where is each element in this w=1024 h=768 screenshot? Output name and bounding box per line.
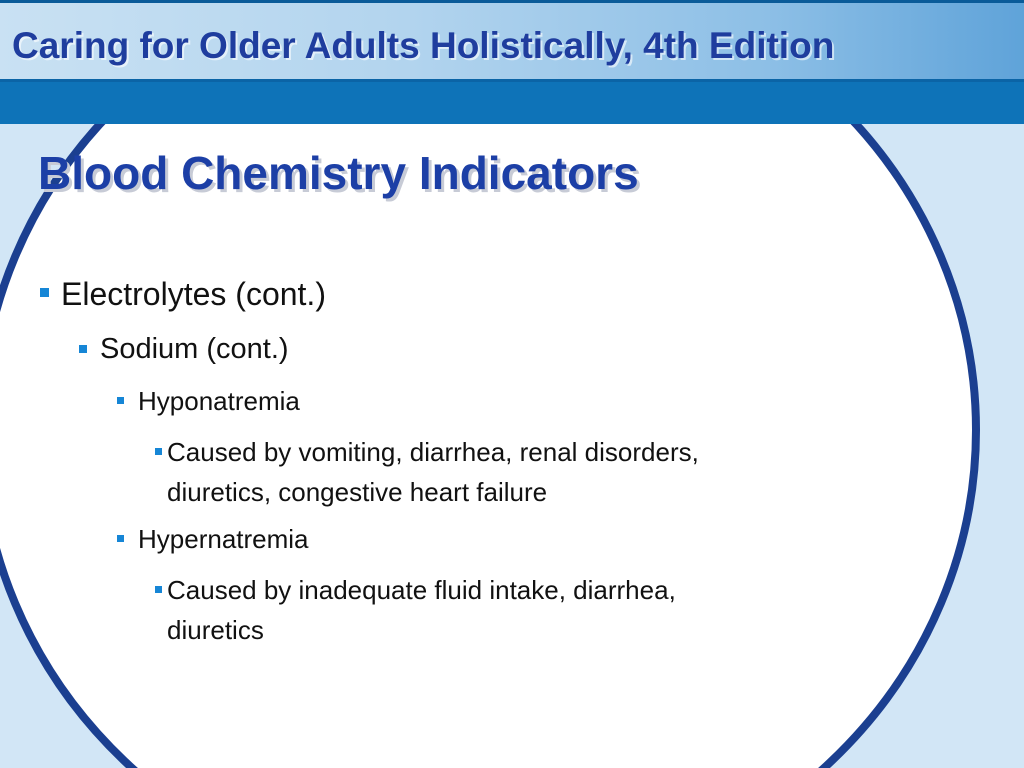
square-bullet-icon (155, 586, 162, 593)
bullet-text: Hypernatremia (138, 524, 309, 554)
square-bullet-icon (117, 397, 124, 404)
bullet-hypernatremia-cause (155, 570, 895, 650)
square-bullet-icon (155, 448, 162, 455)
bullet-hyponatremia-cause (155, 432, 895, 512)
cause-line: diuretics, congestive heart failure (167, 477, 548, 507)
book-title: Caring for Older Adults Holistically, 4th Edition (12, 25, 835, 66)
bullet-hyponatremia (117, 386, 300, 417)
bullet-text: Hyponatremia (138, 386, 300, 416)
bullet-text: Electrolytes (cont.) (61, 276, 326, 312)
bullet-text: Sodium (cont.) (100, 333, 289, 365)
cause-line: Caused by inadequate fluid intake, diarrhea, (167, 575, 676, 605)
bullet-hypernatremia (117, 524, 309, 555)
square-bullet-icon (40, 288, 49, 297)
square-bullet-icon (117, 535, 124, 542)
square-bullet-icon (79, 345, 87, 353)
bullet-electrolytes (40, 276, 326, 313)
bullet-text (167, 432, 699, 512)
bullet-text (167, 570, 676, 650)
header-bar (0, 0, 1024, 124)
slide-title: Blood Chemistry Indicators (38, 147, 639, 199)
cause-line: diuretics (167, 615, 264, 645)
header-title-band (0, 3, 1024, 82)
bullet-sodium (79, 333, 289, 366)
cause-line: Caused by vomiting, diarrhea, renal disorders, (167, 437, 699, 467)
